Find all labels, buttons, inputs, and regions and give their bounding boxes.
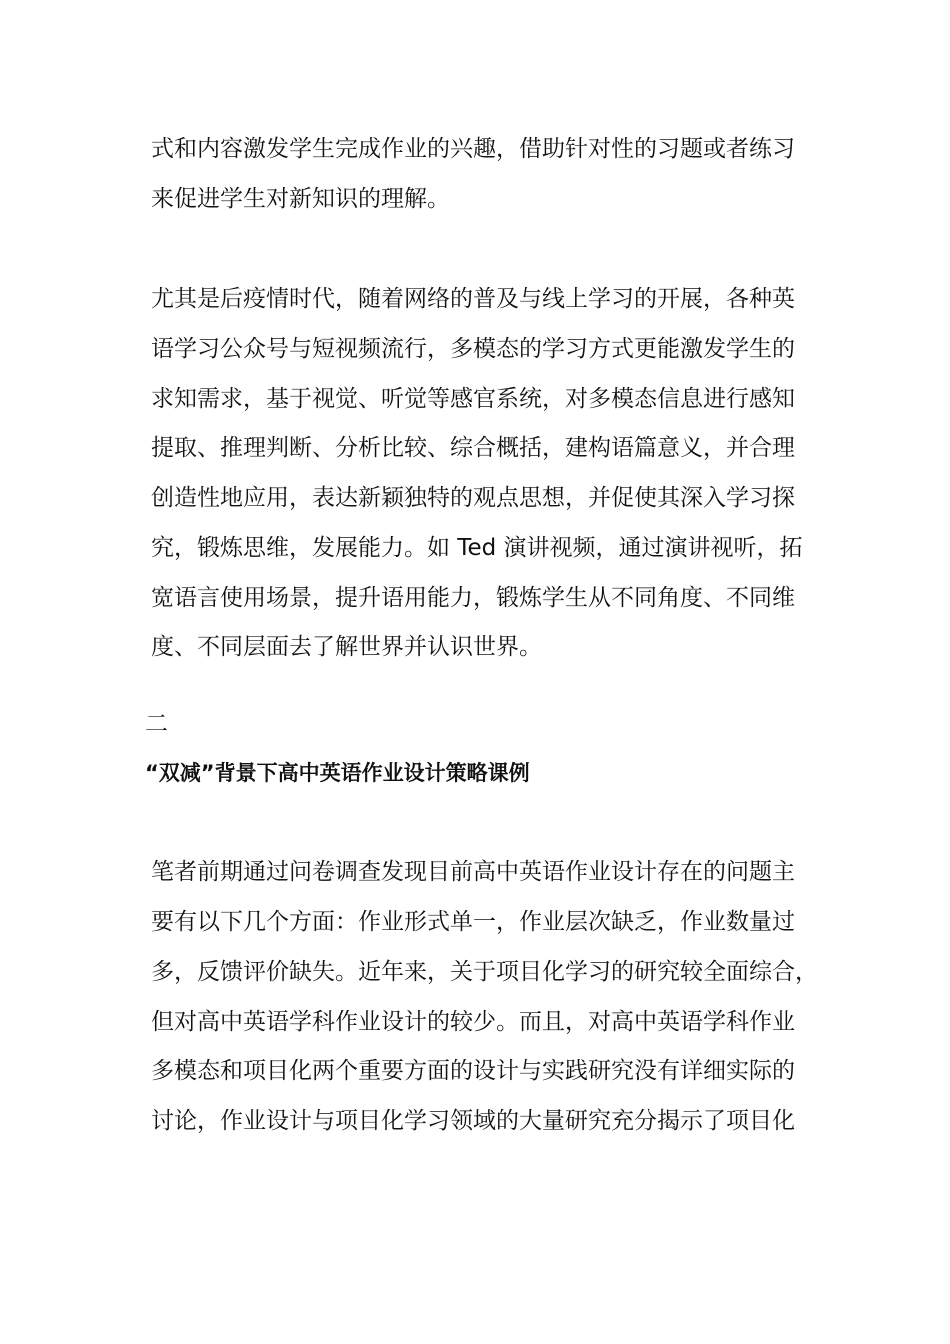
text-line: 式和内容激发学生完成作业的兴趣，借助针对性的习题或者练习 bbox=[151, 136, 795, 162]
text-line: 语学习公众号与短视频流行，多模态的学习方式更能激发学生的 bbox=[151, 336, 795, 362]
section-title: “双减”背景下高中英语作业设计策略课例 bbox=[145, 761, 530, 785]
text-line: 尤其是后疫情时代，随着网络的普及与线上学习的开展，各种英 bbox=[151, 286, 795, 312]
text-line: 来促进学生对新知识的理解。 bbox=[151, 186, 450, 212]
text-line: 多，反馈评价缺失。近年来，关于项目化学习的研究较全面综合， bbox=[151, 959, 818, 985]
text-line: 但对高中英语学科作业设计的较少。而且，对高中英语学科作业 bbox=[151, 1009, 795, 1035]
text-line: 要有以下几个方面：作业形式单一，作业层次缺乏，作业数量过 bbox=[151, 909, 795, 935]
text-line: 多模态和项目化两个重要方面的设计与实践研究没有详细实际的 bbox=[151, 1058, 795, 1084]
text-line: 度、不同层面去了解世界并认识世界。 bbox=[151, 634, 542, 660]
section-number: 二 bbox=[145, 711, 168, 737]
text-line: 讨论，作业设计与项目化学习领域的大量研究充分揭示了项目化 bbox=[151, 1108, 795, 1134]
text-line: 笔者前期通过问卷调查发现目前高中英语作业设计存在的问题主 bbox=[151, 859, 795, 885]
text-line: 创造性地应用，表达新颖独特的观点思想，并促使其深入学习探 bbox=[151, 485, 795, 511]
text-line: 宽语言使用场景，提升语用能力，锻炼学生从不同角度、不同维 bbox=[151, 585, 795, 611]
text-line: 提取、推理判断、分析比较、综合概括，建构语篇意义，并合理 bbox=[151, 435, 795, 461]
text-line: 究，锻炼思维，发展能力。如 Ted 演讲视频，通过演讲视听，拓 bbox=[151, 535, 803, 561]
text-line: 求知需求，基于视觉、听觉等感官系统，对多模态信息进行感知 bbox=[151, 386, 795, 412]
